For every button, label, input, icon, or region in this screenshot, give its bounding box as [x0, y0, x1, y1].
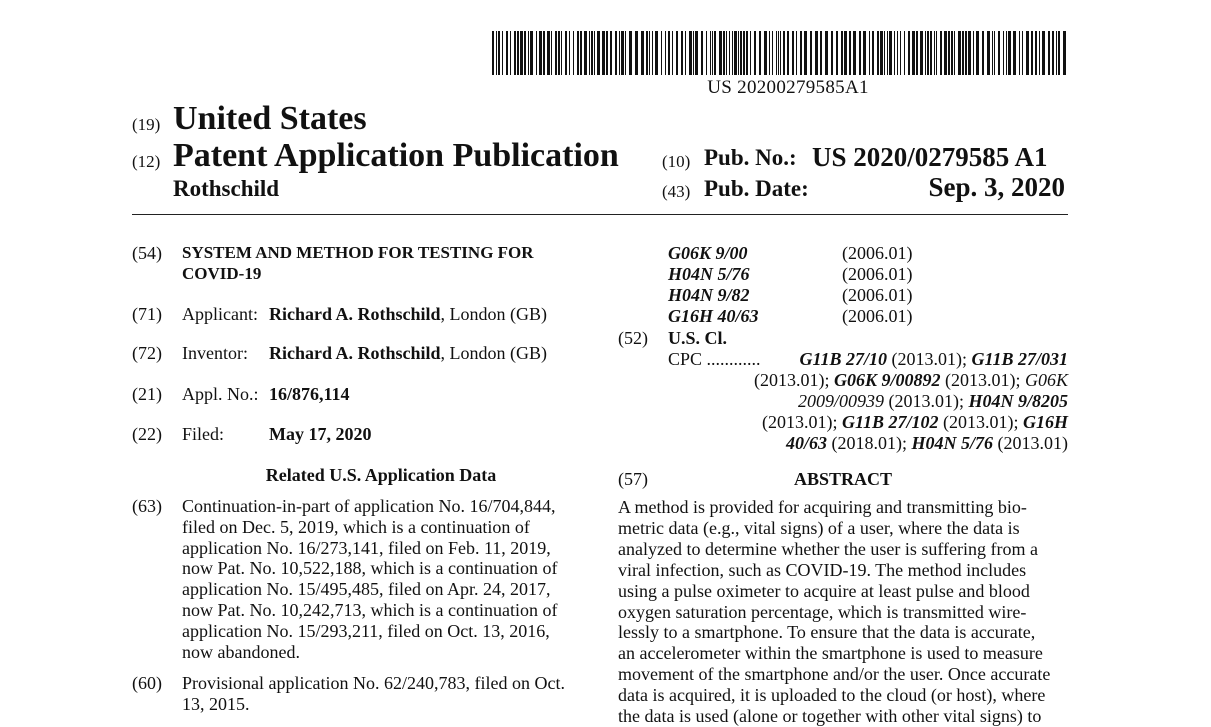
barcode-bar	[764, 31, 767, 75]
barcode-bar	[750, 31, 751, 75]
barcode-bar	[998, 31, 1000, 75]
cpc-dots: ............	[706, 349, 761, 369]
barcode-bar	[908, 31, 910, 75]
class-row	[668, 285, 1068, 306]
barcode-bar	[897, 31, 898, 75]
cpc-year: (2013.01);	[761, 412, 842, 432]
barcode-bar	[1006, 31, 1007, 75]
text-line: lessly to a smartphone. To ensure that the data is accurate,	[618, 622, 1036, 643]
barcode-bar	[992, 31, 993, 75]
barcode-bar	[580, 31, 582, 75]
class-row	[668, 264, 1068, 285]
barcode-bar	[869, 31, 870, 75]
cpc-year: (2013.01);	[753, 370, 834, 390]
filed-label: Filed:	[182, 424, 225, 444]
barcode-bar	[719, 31, 722, 75]
continuation-code: (63)	[132, 496, 162, 516]
barcode-bar	[994, 31, 995, 75]
barcode-bar	[594, 31, 595, 75]
barcode-bar	[951, 31, 953, 75]
cpc-line-3	[700, 391, 1068, 412]
abstract-code: (57)	[618, 469, 648, 489]
class-year: (2006.01)	[842, 285, 913, 305]
barcode-bar	[615, 31, 617, 75]
country: United States	[173, 100, 367, 137]
abstract-heading: ABSTRACT	[793, 469, 893, 489]
barcode-bar	[584, 31, 587, 75]
barcode-bar	[706, 31, 707, 75]
barcode-bar	[610, 31, 612, 75]
barcode-bar	[859, 31, 861, 75]
barcode-bar	[629, 31, 632, 75]
class-year: (2006.01)	[842, 243, 913, 263]
inventor-name: Richard A. Rothschild	[269, 343, 441, 363]
class-code: G06K 9/00	[668, 243, 748, 263]
appl-label: Appl. No.:	[182, 384, 259, 404]
text-line: using a pulse oximeter to acquire at least pulse and blood	[618, 580, 1030, 601]
barcode-bar	[740, 31, 742, 75]
text-line: Continuation-in-part of application No. 16/704,844,	[182, 496, 556, 516]
cpc-line-2	[700, 370, 1068, 391]
barcode-bar	[841, 31, 843, 75]
code-12: (12)	[132, 152, 161, 171]
title-code: (54)	[132, 243, 162, 263]
barcode-bar	[520, 31, 523, 75]
barcode-bar	[1048, 31, 1050, 75]
class-year: (2006.01)	[842, 306, 913, 326]
inventor-location: , London (GB)	[440, 343, 548, 363]
barcode-bar	[954, 31, 955, 75]
related-heading: Related U.S. Application Data	[265, 465, 497, 485]
barcode-bar	[800, 31, 802, 75]
barcode-bar	[1058, 31, 1060, 75]
text-line: application No. 16/273,141, filed on Feb. 11, 2019,	[182, 537, 551, 558]
barcode-bar	[517, 31, 519, 75]
barcode-bar	[746, 31, 748, 75]
barcode-bar	[510, 31, 511, 75]
barcode-bar	[514, 31, 516, 75]
title-line-2: COVID-19	[182, 264, 262, 283]
barcode-bar	[769, 31, 770, 75]
barcode-bar	[872, 31, 874, 75]
barcode-bar	[1008, 31, 1011, 75]
barcode-bar	[962, 31, 964, 75]
barcode-bar	[695, 31, 698, 75]
barcode-bar	[825, 31, 828, 75]
provisional-code: (60)	[132, 673, 162, 693]
barcode-bar	[940, 31, 942, 75]
barcode-bar	[701, 31, 703, 75]
barcode-bar	[1022, 31, 1023, 75]
cpc-year: (2013.01);	[886, 349, 972, 369]
barcode-bar	[573, 31, 574, 75]
filed-value: May 17, 2020	[269, 424, 372, 444]
uscl-label: U.S. Cl.	[668, 328, 728, 348]
text-line: metric data (e.g., vital signs) of a user, where the data is	[618, 517, 1020, 538]
barcode-bar	[904, 31, 905, 75]
barcode-bar	[665, 31, 666, 75]
text-line: Provisional application No. 62/240,783, filed on Oct.	[182, 673, 565, 693]
barcode-bar	[569, 31, 570, 75]
barcode-bar	[836, 31, 838, 75]
class-code: H04N 9/82	[668, 285, 750, 305]
barcode-bar	[1052, 31, 1054, 75]
barcode-bar	[1035, 31, 1037, 75]
text-line: filed on Dec. 5, 2019, which is a continuation of	[182, 516, 530, 537]
text-line: an accelerometer within the smartphone is used to measure	[618, 643, 1043, 664]
cpc-class: G11B 27/031	[971, 349, 1068, 369]
barcode-bar	[804, 31, 807, 75]
barcode-bar	[863, 31, 866, 75]
text-line: application No. 15/495,485, filed on Apr. 24, 2017,	[182, 579, 551, 600]
text-line: now Pat. No. 10,522,188, which is a continuation of	[182, 558, 558, 579]
barcode-bar	[496, 31, 497, 75]
text-line: application No. 15/293,211, filed on Oct. 13, 2016,	[182, 620, 550, 641]
barcode-bar	[558, 31, 560, 75]
barcode-bar	[887, 31, 888, 75]
text-line: movement of the smartphone and/or the user. Once accurate	[618, 664, 1051, 685]
barcode-bar	[1013, 31, 1016, 75]
pub-no-value: US 2020/0279585 A1	[812, 142, 1048, 172]
barcode-bar	[831, 31, 833, 75]
barcode-bar	[676, 31, 678, 75]
barcode-bar	[738, 31, 739, 75]
barcode-bar	[712, 31, 713, 75]
applicant-location: , London (GB)	[440, 304, 548, 324]
appl-value: 16/876,114	[269, 384, 350, 404]
barcode-bar	[916, 31, 918, 75]
barcode-bar	[934, 31, 935, 75]
barcode-bar	[602, 31, 605, 75]
barcode-bar	[547, 31, 550, 75]
cpc-class: G06K 9/00892	[833, 370, 941, 390]
barcode-bar	[987, 31, 990, 75]
barcode-bar	[844, 31, 847, 75]
cpc-label-line	[668, 349, 761, 370]
barcode-bar	[948, 31, 950, 75]
barcode-bar	[589, 31, 590, 75]
barcode-bar	[625, 31, 626, 75]
barcode-bar	[973, 31, 974, 75]
class-code: G16H 40/63	[668, 306, 759, 326]
class-row	[668, 243, 1068, 264]
text-line: 13, 2015.	[182, 693, 250, 714]
barcode-bar	[565, 31, 567, 75]
inventor-code: (72)	[132, 343, 162, 363]
applicant-name: Richard A. Rothschild	[269, 304, 441, 324]
barcode-bar	[591, 31, 593, 75]
barcode	[492, 31, 1068, 75]
cpc-class: G11B 27/102	[841, 412, 939, 432]
barcode-bar	[646, 31, 648, 75]
cpc-class-plain: G06K	[1024, 370, 1068, 390]
barcode-bar	[968, 31, 971, 75]
barcode-bar	[772, 31, 773, 75]
cpc-year: (2018.01);	[826, 433, 912, 453]
barcode-bar	[965, 31, 967, 75]
barcode-bar	[551, 31, 552, 75]
barcode-bar	[672, 31, 673, 75]
barcode-bar	[710, 31, 711, 75]
cpc-year: (2013.01);	[940, 370, 1025, 390]
barcode-bar	[693, 31, 694, 75]
barcode-bar	[723, 31, 725, 75]
barcode-bar	[982, 31, 984, 75]
cpc-line-5	[700, 433, 1068, 454]
pub-date-value: Sep. 3, 2020	[928, 172, 1065, 202]
cpc-class: H04N 5/76	[911, 433, 993, 453]
barcode-bar	[759, 31, 761, 75]
cpc-year: (2013.01)	[993, 433, 1068, 453]
barcode-bar	[492, 31, 494, 75]
barcode-bar	[783, 31, 785, 75]
barcode-bar	[543, 31, 545, 75]
barcode-bar	[894, 31, 895, 75]
barcode-bar	[506, 31, 508, 75]
barcode-bar	[729, 31, 730, 75]
code-10: (10)	[662, 152, 691, 171]
text-line: oxygen saturation percentage, which is transmitted wire-	[618, 601, 1027, 622]
applicant-code: (71)	[132, 304, 162, 324]
document-type: Patent Application Publication	[173, 137, 619, 174]
barcode-bar	[681, 31, 683, 75]
cpc-year: (2013.01);	[938, 412, 1023, 432]
barcode-bar	[853, 31, 856, 75]
barcode-bar	[661, 31, 662, 75]
barcode-bar	[776, 31, 777, 75]
uscl-code: (52)	[618, 328, 648, 348]
cpc-year: (2013.01);	[883, 391, 969, 411]
barcode-bar	[668, 31, 670, 75]
inventor-line	[269, 343, 547, 364]
cpc-class: H04N 9/8205	[968, 391, 1068, 411]
barcode-bar	[1063, 31, 1066, 75]
barcode-number: US 20200279585A1	[707, 77, 869, 98]
barcode-bar	[810, 31, 812, 75]
inventor-surname: Rothschild	[173, 176, 280, 201]
cpc-class-plain: 2009/00939	[797, 391, 884, 411]
text-line: now abandoned.	[182, 641, 300, 662]
barcode-bar	[555, 31, 557, 75]
barcode-bar	[577, 31, 579, 75]
pub-no-label: Pub. No.:	[704, 145, 797, 170]
class-year: (2006.01)	[842, 264, 913, 284]
barcode-bar	[652, 31, 653, 75]
barcode-bar	[1026, 31, 1029, 75]
barcode-bar	[930, 31, 932, 75]
applicant-label: Applicant:	[182, 304, 258, 324]
barcode-bar	[502, 31, 503, 75]
barcode-bar	[925, 31, 926, 75]
text-line: A method is provided for acquiring and transmitting bio-	[618, 497, 1027, 517]
barcode-bar	[649, 31, 650, 75]
cpc-line-4	[700, 412, 1068, 433]
barcode-bar	[685, 31, 686, 75]
barcode-bar	[689, 31, 692, 75]
cpc-class: G11B 27/10	[799, 349, 887, 369]
barcode-bar	[539, 31, 542, 75]
barcode-bar	[780, 31, 781, 75]
barcode-bar	[714, 31, 716, 75]
barcode-bar	[561, 31, 562, 75]
barcode-bar	[976, 31, 979, 75]
barcode-bar	[528, 31, 529, 75]
text-line: the data is used (alone or together with other vital signs) to	[618, 706, 1042, 726]
barcode-bar	[606, 31, 608, 75]
barcode-bar	[815, 31, 818, 75]
barcode-bar	[944, 31, 947, 75]
barcode-bar	[619, 31, 620, 75]
code-43: (43)	[662, 182, 691, 201]
barcode-bar	[1031, 31, 1033, 75]
barcode-bar	[912, 31, 915, 75]
barcode-bar	[900, 31, 901, 75]
cpc-class: 40/63	[785, 433, 827, 453]
cpc-label: CPC	[668, 349, 703, 369]
class-code: H04N 5/76	[668, 264, 750, 284]
cpc-line-1	[760, 349, 1068, 370]
barcode-bar	[743, 31, 745, 75]
header-divider	[132, 214, 1068, 215]
barcode-bar	[754, 31, 756, 75]
filed-code: (22)	[132, 424, 162, 444]
barcode-bar	[732, 31, 733, 75]
text-line: viral infection, such as COVID-19. The method includes	[618, 559, 1027, 580]
barcode-bar	[621, 31, 624, 75]
title-line-1: SYSTEM AND METHOD FOR TESTING FOR	[182, 243, 534, 262]
code-19: (19)	[132, 115, 161, 134]
text-line: now Pat. No. 10,242,713, which is a continuation of	[182, 600, 558, 620]
barcode-bar	[920, 31, 923, 75]
barcode-bar	[655, 31, 658, 75]
barcode-bar	[1056, 31, 1057, 75]
barcode-bar	[889, 31, 892, 75]
class-row	[668, 306, 1068, 327]
barcode-bar	[778, 31, 779, 75]
barcode-bar	[880, 31, 883, 75]
barcode-bar	[877, 31, 879, 75]
inventor-label: Inventor:	[182, 343, 248, 363]
barcode-bar	[936, 31, 937, 75]
barcode-bar	[1019, 31, 1020, 75]
barcode-bar	[958, 31, 961, 75]
barcode-bar	[820, 31, 822, 75]
barcode-bar	[849, 31, 851, 75]
barcode-bar	[787, 31, 789, 75]
text-line: analyzed to determine whether the user is suffering from a	[618, 538, 1039, 559]
barcode-bar	[796, 31, 797, 75]
cpc-class: G16H	[1023, 412, 1068, 432]
appl-code: (21)	[132, 384, 162, 404]
text-line: data is acquired, it is uploaded to the cloud (or host), where	[618, 685, 1046, 706]
barcode-bar	[726, 31, 727, 75]
barcode-bar	[597, 31, 600, 75]
barcode-bar	[530, 31, 533, 75]
barcode-bar	[635, 31, 638, 75]
barcode-bar	[641, 31, 644, 75]
barcode-bar	[1042, 31, 1045, 75]
barcode-bar	[524, 31, 526, 75]
barcode-bar	[734, 31, 737, 75]
barcode-bar	[1003, 31, 1004, 75]
pub-date-label: Pub. Date:	[704, 176, 809, 201]
barcode-bar	[1039, 31, 1040, 75]
barcode-bar	[792, 31, 794, 75]
barcode-bar	[927, 31, 929, 75]
barcode-bar	[884, 31, 885, 75]
barcode-bar	[498, 31, 500, 75]
applicant-line	[269, 304, 547, 325]
barcode-bar	[536, 31, 537, 75]
